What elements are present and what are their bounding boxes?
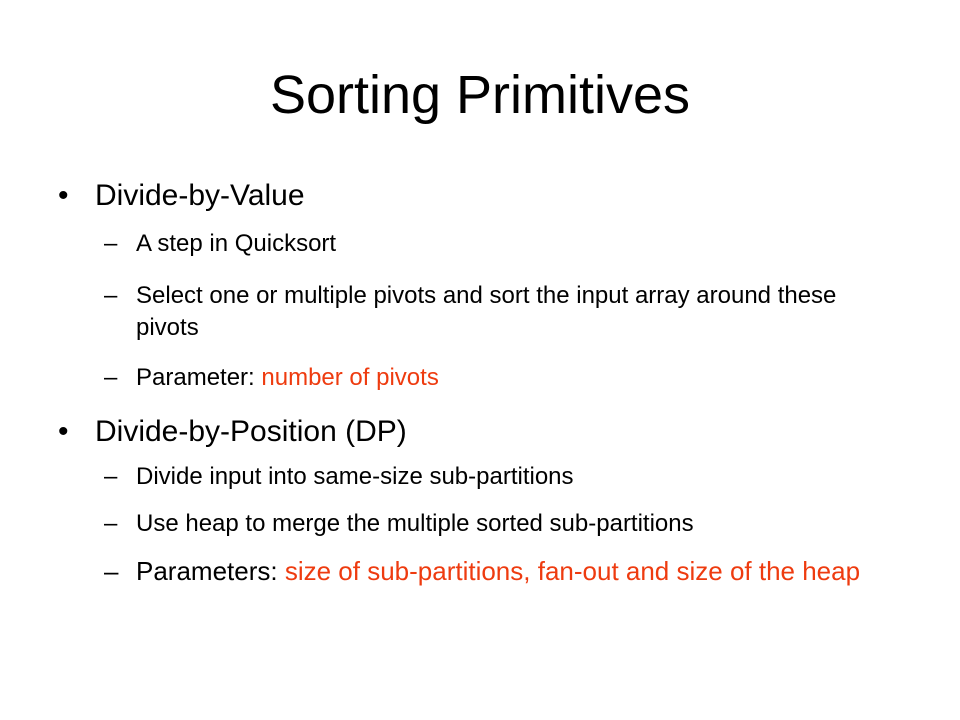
dash-icon: – bbox=[104, 282, 118, 309]
slide-title: Sorting Primitives bbox=[269, 65, 691, 125]
sub-bullet-text: Divide input into same-size sub-partitions bbox=[136, 463, 574, 490]
sub-bullet-text: A step in Quicksort bbox=[136, 230, 337, 257]
sub-bullet-text bbox=[104, 362, 904, 394]
sub-bullet-text bbox=[104, 551, 904, 591]
sub-bullet bbox=[104, 228, 904, 260]
sub-bullet bbox=[104, 551, 904, 591]
sub-bullet-text: Select one or multiple pivots and sort the input array around these pivots bbox=[136, 282, 837, 341]
bullet-dot-icon: • bbox=[58, 415, 69, 448]
sub-bullet bbox=[104, 362, 904, 394]
bullet-heading: Divide-by-Position (DP) bbox=[95, 415, 407, 448]
highlighted-text: number of pivots bbox=[261, 364, 439, 391]
dash-icon: – bbox=[104, 230, 118, 257]
dash-icon: – bbox=[104, 556, 119, 586]
sub-bullet bbox=[104, 461, 904, 493]
dash-icon: – bbox=[104, 510, 118, 537]
sub-bullet-label: Parameter: bbox=[136, 364, 262, 391]
sub-bullet bbox=[104, 280, 904, 344]
bullet-heading: Divide-by-Value bbox=[95, 179, 305, 212]
sub-bullet-text: Use heap to merge the multiple sorted sub-partitions bbox=[136, 510, 694, 537]
dash-icon: – bbox=[104, 463, 118, 490]
highlighted-text: size of sub-partitions, fan-out and size of the heap bbox=[284, 556, 861, 586]
sub-bullet bbox=[104, 508, 904, 540]
bullet-dot-icon: • bbox=[58, 179, 69, 212]
sub-bullet-label: Parameters: bbox=[136, 556, 285, 586]
dash-icon: – bbox=[104, 364, 118, 391]
